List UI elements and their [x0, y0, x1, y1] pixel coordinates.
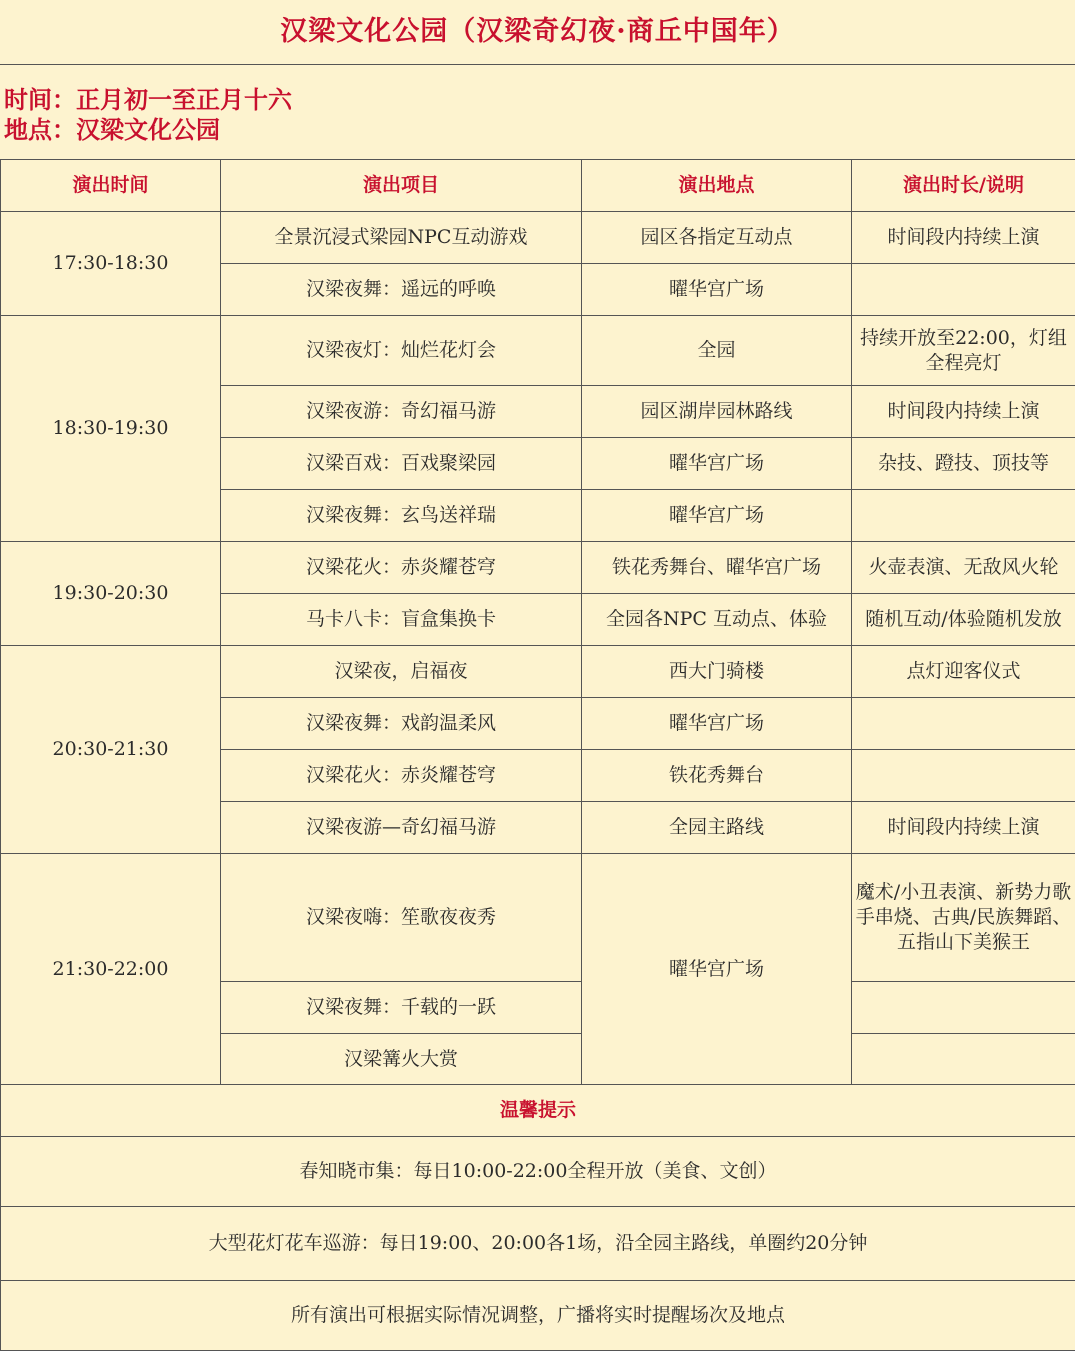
event-time: 时间：正月初一至正月十六 [4, 85, 1075, 115]
show-note: 点灯迎客仪式 [852, 646, 1075, 698]
show-place: 全园主路线 [582, 802, 852, 854]
table-header-row [1, 160, 1075, 212]
table-row [1, 212, 1075, 264]
show-place: 铁花秀舞台、曜华宫广场 [582, 542, 852, 594]
table-row [1, 646, 1075, 698]
tips-header-row [1, 1085, 1075, 1137]
header-place: 演出地点 [582, 160, 852, 212]
tip-row [1, 1137, 1075, 1207]
show-note: 时间段内持续上演 [852, 212, 1075, 264]
show-note [852, 698, 1075, 750]
show-note: 时间段内持续上演 [852, 386, 1075, 438]
schedule-table [0, 159, 1075, 1351]
show-item: 汉梁篝火大赏 [221, 1034, 582, 1085]
show-item: 汉梁夜舞：玄鸟送祥瑞 [221, 490, 582, 542]
time-slot: 20:30-21:30 [1, 646, 221, 854]
table-row [1, 854, 1075, 982]
table-row [1, 542, 1075, 594]
show-place: 曜华宫广场 [582, 854, 852, 1085]
show-note: 时间段内持续上演 [852, 802, 1075, 854]
show-place: 铁花秀舞台 [582, 750, 852, 802]
time-slot: 21:30-22:00 [1, 854, 221, 1085]
show-place: 西大门骑楼 [582, 646, 852, 698]
show-item: 汉梁夜舞：千载的一跃 [221, 982, 582, 1034]
show-note [852, 750, 1075, 802]
tip-item: 大型花灯花车巡游：每日19:00、20:00各1场，沿全园主路线，单圈约20分钟 [1, 1207, 1075, 1281]
header-time: 演出时间 [1, 160, 221, 212]
event-info [0, 65, 1075, 160]
show-note: 魔术/小丑表演、新势力歌手串烧、古典/民族舞蹈、五指山下美猴王 [852, 854, 1075, 982]
show-note: 持续开放至22:00，灯组全程亮灯 [852, 316, 1075, 386]
tip-row [1, 1281, 1075, 1351]
header-item: 演出项目 [221, 160, 582, 212]
show-item: 汉梁花火：赤炎耀苍穹 [221, 750, 582, 802]
show-note [852, 982, 1075, 1034]
show-place: 曜华宫广场 [582, 698, 852, 750]
header-note: 演出时长/说明 [852, 160, 1075, 212]
show-note: 杂技、蹬技、顶技等 [852, 438, 1075, 490]
show-item: 汉梁夜游—奇幻福马游 [221, 802, 582, 854]
page-title: 汉梁文化公园（汉梁奇幻夜·商丘中国年） [0, 0, 1075, 65]
show-item: 汉梁花火：赤炎耀苍穹 [221, 542, 582, 594]
show-place: 全园 [582, 316, 852, 386]
event-place: 地点：汉梁文化公园 [4, 115, 1075, 145]
show-note: 随机互动/体验随机发放 [852, 594, 1075, 646]
show-item: 汉梁夜舞：遥远的呼唤 [221, 264, 582, 316]
show-place: 曜华宫广场 [582, 438, 852, 490]
show-place: 园区湖岸园林路线 [582, 386, 852, 438]
tip-item: 春知晓市集：每日10:00-22:00全程开放（美食、文创） [1, 1137, 1075, 1207]
table-row [1, 316, 1075, 386]
show-note [852, 490, 1075, 542]
tips-heading: 温馨提示 [1, 1085, 1075, 1137]
tip-item: 所有演出可根据实际情况调整，广播将实时提醒场次及地点 [1, 1281, 1075, 1351]
show-place: 曜华宫广场 [582, 264, 852, 316]
show-item: 汉梁夜灯：灿烂花灯会 [221, 316, 582, 386]
time-slot: 19:30-20:30 [1, 542, 221, 646]
show-note: 火壶表演、无敌风火轮 [852, 542, 1075, 594]
show-item: 汉梁百戏：百戏聚梁园 [221, 438, 582, 490]
show-item: 汉梁夜嗨：笙歌夜夜秀 [221, 854, 582, 982]
time-slot: 18:30-19:30 [1, 316, 221, 542]
show-item: 汉梁夜游：奇幻福马游 [221, 386, 582, 438]
show-item: 汉梁夜，启福夜 [221, 646, 582, 698]
show-place: 全园各NPC 互动点、体验 [582, 594, 852, 646]
show-item: 马卡八卡：盲盒集换卡 [221, 594, 582, 646]
tip-row [1, 1207, 1075, 1281]
time-slot: 17:30-18:30 [1, 212, 221, 316]
show-note [852, 264, 1075, 316]
show-note [852, 1034, 1075, 1085]
show-item: 全景沉浸式梁园NPC互动游戏 [221, 212, 582, 264]
show-place: 曜华宫广场 [582, 490, 852, 542]
show-item: 汉梁夜舞：戏韵温柔风 [221, 698, 582, 750]
show-place: 园区各指定互动点 [582, 212, 852, 264]
